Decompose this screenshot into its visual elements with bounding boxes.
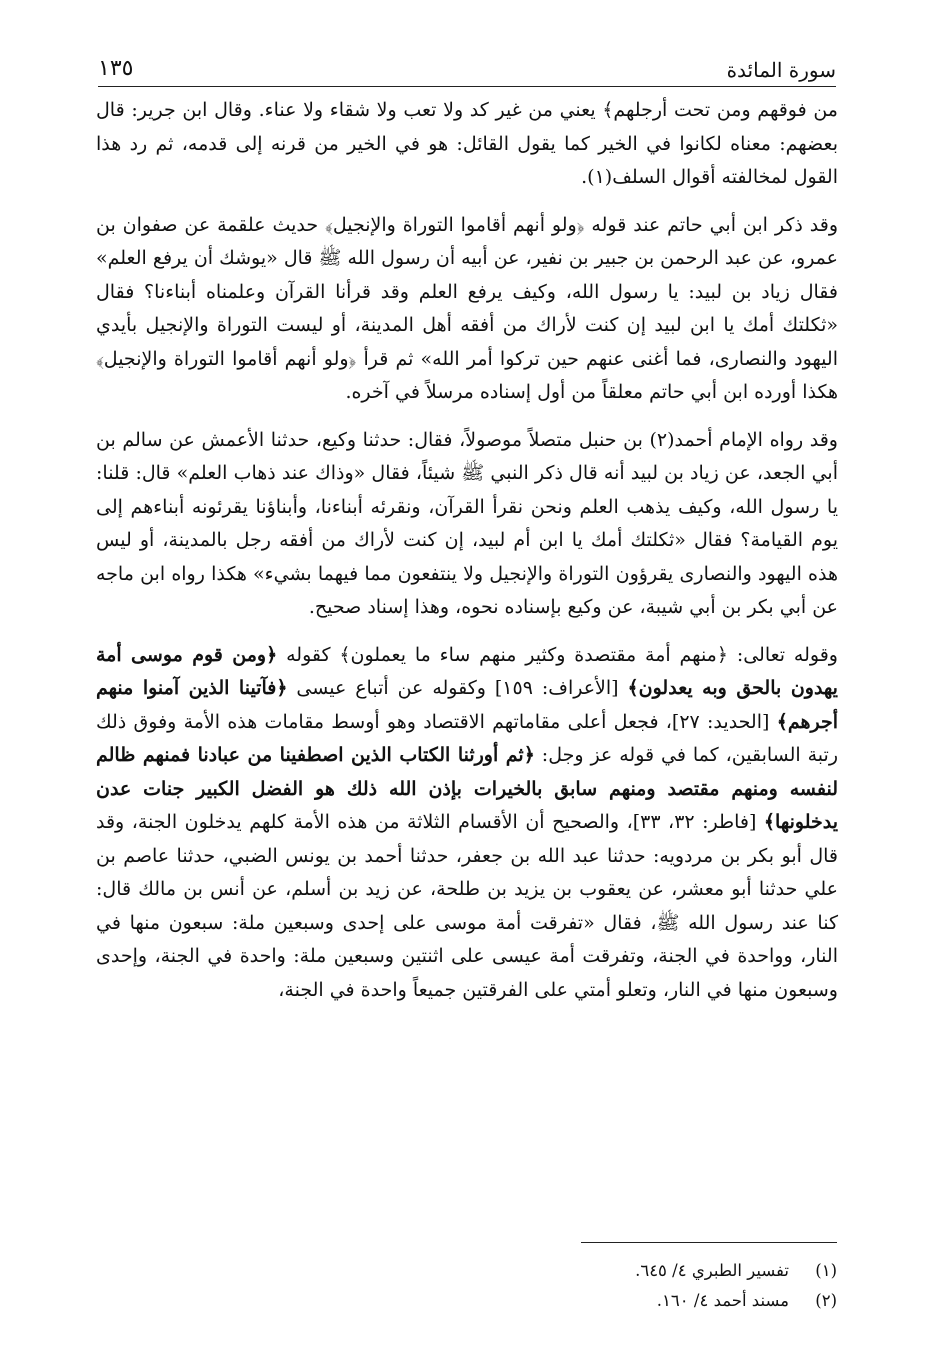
footnote-text: مسند أحمد ٤/ ١٦٠.: [656, 1291, 789, 1310]
quran-quote-2: ﴿فآتينا الذين آمنوا منهم أجرهم﴾: [96, 677, 838, 733]
footnote-2: [337, 1286, 837, 1316]
footnote-mark: (١): [815, 1261, 837, 1280]
page-number: ١٣٥: [98, 56, 134, 81]
footnote-mark: (٢): [815, 1291, 837, 1310]
paragraph-4-text-c: [الحديد: ٢٧]، فجعل أعلى مقاماتهم الاقتصاد وهو أوسط مقامات هذه الأمة وفوق ذلك رتبة السابقين، كما في قوله عز وجل:: [96, 710, 839, 766]
paragraph-3: وقد رواه الإمام أحمد(٢) بن حنبل متصلاً موصولاً، فقال: حدثنا وكيع، حدثنا الأعمش عن سالم بن أبي الجعد، عن زياد بن لبيد أنه قال ذكر النبي ﷺ شيئاً، فقال «وذاك عند ذهاب العلم» قال: قلنا: يا رسول الله، وكيف يذهب العلم ونحن نقرأ القرآن، ونقرئه أبناءنا، وأبناؤنا يقرئونه أبناءهم إلى يوم القيامة؟ فقال «ثكلتك أمك يا ابن أم لبيد، إن كنت لأراك من أفقه رجل بالمدينة، أو ليس هذه اليهود والنصارى يقرؤون التوراة والإنجيل ولا ينتفعون مما فيهما بشيء» هكذا رواه ابن ماجه عن أبي بكر بن أبي شيبة، عن وكيع بإسناده نحوه، وهذا إسناد صحيح.: [96, 428, 838, 618]
paragraph-4-text-d: [فاطر: ٣٢، ٣٣]، والصحيح أن الأقسام الثلاثة من هذه الأمة كلهم يدخلون الجنة، وقد قال أبو بكر بن مردويه: حدثنا عبد الله بن جعفر، حدثنا أحمد بن يونس الضبي، حدثنا عاصم بن علي حدثنا أبو معشر، عن يعقوب بن يزيد بن طلحة، عن زيد بن أسلم، عن أنس بن مالك قال: كنا عند رسول الله ﷺ، فقال «تفرقت أمة موسى على إحدى وسبعين ملة: سبعون منها في النار، وواحدة في الجنة، وتفرقت أمة عيسى على اثنتين وسبعين ملة: واحدة في الجنة، وإحدى وسبعون منها في النار، وتعلو أمتي على الفرقتين جميعاً واحدة في الجنة،: [96, 811, 838, 1001]
footnote-divider: [581, 1242, 837, 1243]
page-header: [98, 56, 836, 87]
paragraph-2: وقد ذكر ابن أبي حاتم عند قوله ﴿ولو أنهم أقاموا التوراة والإنجيل﴾ حديث علقمة عن صفوان بن عمرو، عن عبد الرحمن بن جبير بن نفير، عن أبيه أن رسول الله ﷺ قال «يوشك أن يرفع العلم» فقال زياد بن لبيد: يا رسول الله، وكيف يرفع العلم وقد قرأنا القرآن وعلمناه أبناءنا؟ فقال «ثكلتك أمك يا ابن لبيد إن كنت لأراك من أفقه أهل المدينة، أو ليست التوراة والإنجيل بأيدي اليهود والنصارى، فما أغنى عنهم حين تركوا أمر الله» ثم قرأ ﴿ولو أنهم أقاموا التوراة والإنجيل﴾ هكذا أورده ابن أبي حاتم معلقاً من أول إسناده مرسلاً في آخره.: [96, 213, 838, 403]
paragraph-4-text-b: [الأعراف: ١٥٩] وكقوله عن أتباع عيسى: [287, 677, 628, 699]
quran-quote-3: ﴿ثم أورثنا الكتاب الذين اصطفينا من عبادنا فمنهم ظالم لنفسه ومنهم مقتصد ومنهم سابق بالخيرات بإذن الله ذلك هو الفضل الكبير جنات عدن يدخلونها﴾: [96, 744, 839, 833]
footnotes: [337, 1256, 837, 1316]
page-body: [96, 94, 838, 1021]
paragraph-4-text-a: وقوله تعالى: ﴿منهم أمة مقتصدة وكثير منهم ساء ما يعملون﴾ كقوله: [277, 643, 838, 666]
footnote-1: [337, 1256, 837, 1286]
paragraph-1: من فوقهم ومن تحت أرجلهم﴾ يعني من غير كد ولا تعب ولا شقاء ولا عناء. وقال ابن جرير: قال بعضهم: معناه لكانوا في الخير كما يقول القائل: هو في الخير من قرنه إلى قدمه، ثم رد هذا القول لمخالفته أقوال السلف(١).: [96, 99, 838, 188]
sura-title: سورة المائدة: [726, 58, 836, 82]
footnote-text: تفسير الطبري ٤/ ٦٤٥.: [635, 1261, 789, 1280]
paragraph-4: [96, 639, 838, 1008]
quran-quote-1: ﴿ومن قوم موسى أمة يهدون بالحق وبه يعدلون﴾: [96, 643, 838, 699]
